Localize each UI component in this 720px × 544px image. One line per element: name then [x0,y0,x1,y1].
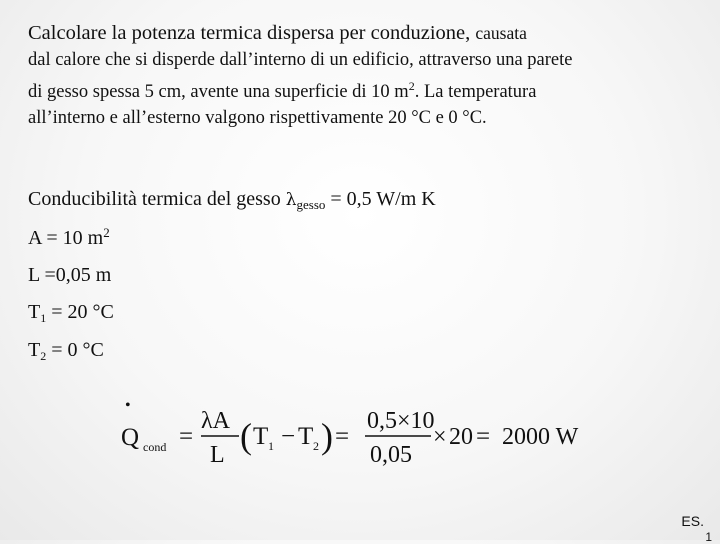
problem-line-3-sup: 2 [408,79,415,93]
minus-sign: − [281,423,296,450]
problem-line-1-end: causata [475,23,527,43]
conductivity-label: Conducibilità termica del gesso [28,188,286,210]
given-t2 [28,339,104,362]
problem-text [28,20,708,131]
paren-close: ) [321,416,333,456]
t2-subscript: 2 [40,349,47,363]
t1-term-subscript: 1 [268,439,274,453]
lambda-subscript: gesso [296,197,326,212]
fraction-1-numerator: λA [201,408,230,434]
paren-open: ( [240,416,252,456]
given-length [28,264,111,287]
slide-label: ES. [681,513,704,529]
equals-2: = [335,423,350,450]
fraction-1-denominator: L [210,442,225,468]
t2-term: T [298,423,314,450]
conductivity-value: = 0,5 W/m K [325,188,436,210]
result-value: 2000 W [502,424,579,450]
fraction-2-denominator: 0,05 [370,442,412,468]
area-sup: 2 [103,225,110,240]
t1-symbol: T [28,301,41,323]
t1-value: = 20 °C [46,301,114,323]
problem-line-4: all’interno e all’esterno valgono rispettivamente 20 °C e 0 °C. [28,108,487,129]
equals-3: = [476,423,491,450]
problem-line-2: dal calore che si disperde dall’interno di un edificio, attraverso una parete [28,50,573,70]
problem-line-3-end: . La temperatura [414,82,537,103]
problem-line-3-main: di gesso spessa 5 cm, avente una superficie di 10 m [28,82,409,103]
q-symbol: Q [121,424,140,451]
t2-term-subscript: 2 [313,439,319,453]
q-subscript: cond [143,440,167,454]
times-sign: × [433,424,447,450]
q-dot: • [125,400,131,414]
t1-subscript: 1 [40,311,47,325]
area-text: A = 10 m [28,227,104,249]
given-area [28,227,110,250]
t1-term: T [253,423,269,450]
problem-line-1-main: Calcolare la potenza termica dispersa per conduzione, [28,22,476,44]
length-text: L =0,05 m [28,264,112,286]
lambda-symbol: λ [285,190,297,210]
factor-value: 20 [449,424,473,450]
problem-line-3 [28,73,708,105]
fraction-2-numerator: 0,5×10 [367,408,435,434]
slide-number: 1 [705,530,712,544]
t2-value: = 0 °C [46,339,104,361]
conduction-formula [115,400,605,480]
given-t1 [28,301,114,324]
t2-symbol: T [28,339,41,361]
given-conductivity [28,188,436,211]
equals-1: = [179,423,194,450]
problem-line-1 [28,20,708,47]
